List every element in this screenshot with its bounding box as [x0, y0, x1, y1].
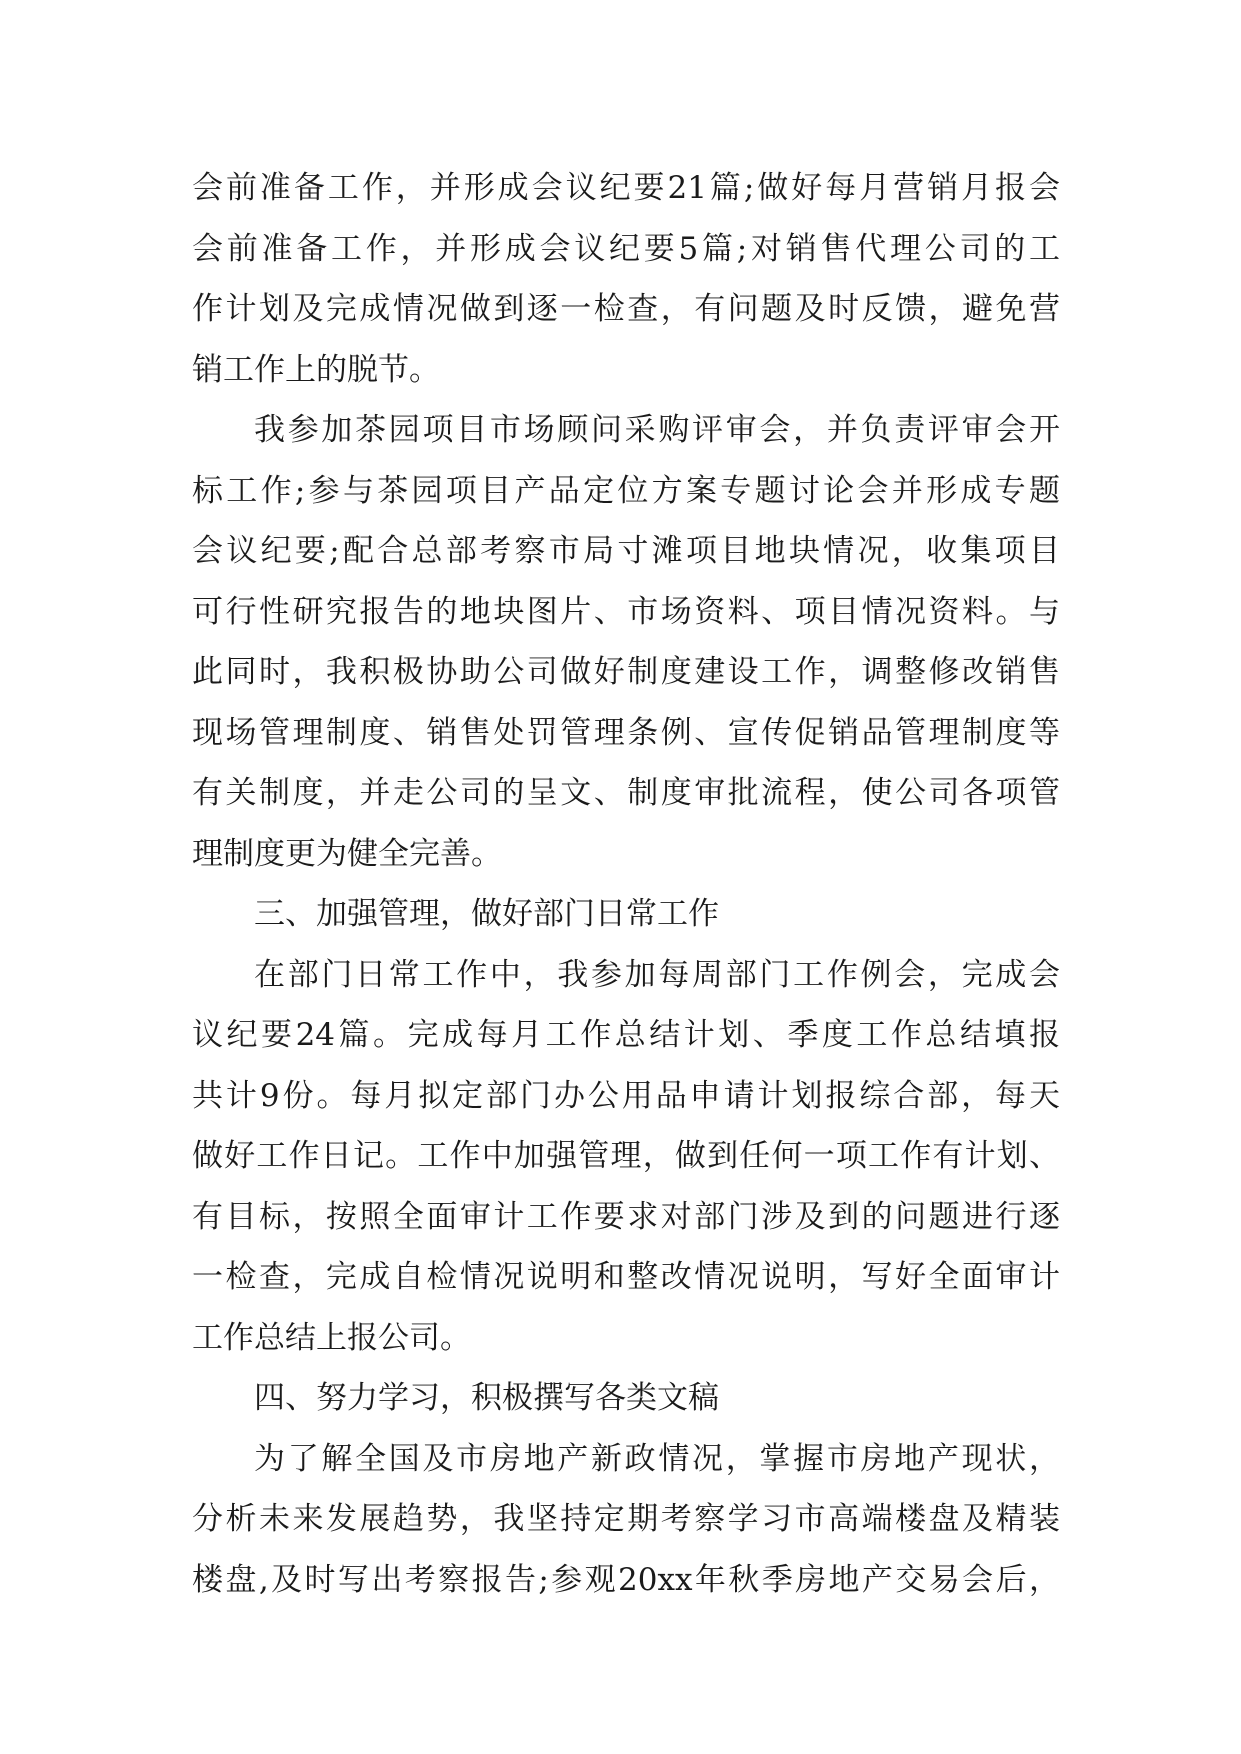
section-heading: 四、努力学习，积极撰写各类文稿: [254, 1380, 719, 1416]
section-heading: 三、加强管理，做好部门日常工作: [254, 896, 719, 932]
text-line: 标工作;参与茶园项目产品定位方案专题讨论会并形成专题: [192, 472, 1060, 509]
text-line: 工作总结上报公司。: [192, 1319, 471, 1356]
text-line: 我参加茶园项目市场顾问采购评审会，并负责评审会开: [254, 412, 1060, 448]
text-line: 为了解全国及市房地产新政情况，掌握市房地产现状，: [254, 1440, 1060, 1477]
text-line: 在部门日常工作中，我参加每周部门工作例会，完成会: [254, 956, 1060, 993]
text-line: 有目标，按照全面审计工作要求对部门涉及到的问题进行逐: [192, 1198, 1060, 1235]
text-line: 可行性研究报告的地块图片、市场资料、项目情况资料。与: [192, 593, 1060, 630]
text-line: 楼盘,及时写出考察报告;参观20xx年秋季房地产交易会后，: [192, 1561, 1060, 1598]
text-line: 一检查，完成自检情况说明和整改情况说明，写好全面审计: [192, 1259, 1060, 1295]
text-line: 做好工作日记。工作中加强管理，做到任何一项工作有计划、: [192, 1138, 1060, 1174]
text-line: 理制度更为健全完善。: [192, 835, 502, 872]
text-line: 现场管理制度、销售处罚管理条例、宣传促销品管理制度等: [192, 714, 1060, 751]
text-line: 共计9份。每月拟定部门办公用品申请计划报综合部，每天: [192, 1077, 1060, 1114]
text-line: 此同时，我积极协助公司做好制度建设工作，调整修改销售: [192, 654, 1060, 690]
text-line: 会前准备工作，并形成会议纪要21篇;做好每月营销月报会: [192, 170, 1060, 206]
text-line: 议纪要24篇。完成每月工作总结计划、季度工作总结填报: [192, 1017, 1060, 1053]
text-line: 会前准备工作，并形成会议纪要5篇;对销售代理公司的工: [192, 230, 1060, 267]
text-line: 分析未来发展趋势，我坚持定期考察学习市高端楼盘及精装: [192, 1501, 1060, 1537]
text-line: 作计划及完成情况做到逐一检查，有问题及时反馈，避免营: [192, 291, 1060, 327]
document-body: [192, 158, 1060, 1610]
text-line: 销工作上的脱节。: [192, 351, 440, 388]
text-line: 有关制度，并走公司的呈文、制度审批流程，使公司各项管: [192, 775, 1060, 811]
text-line: 会议纪要;配合总部考察市局寸滩项目地块情况，收集项目: [192, 533, 1060, 569]
